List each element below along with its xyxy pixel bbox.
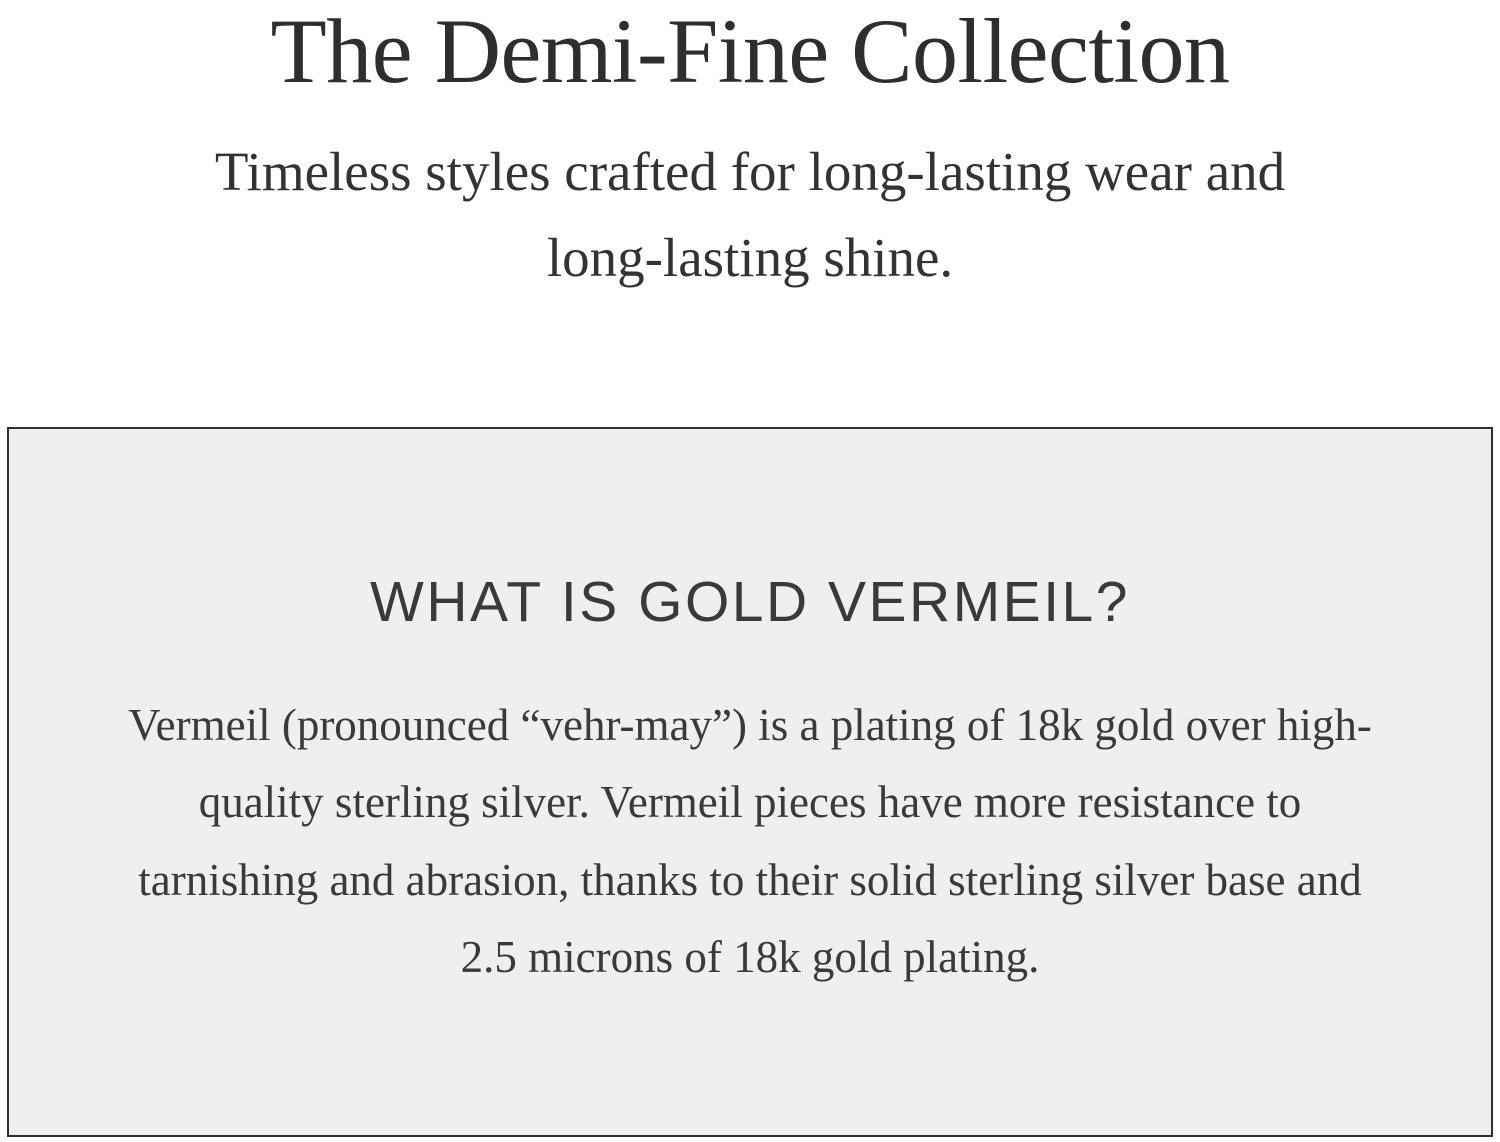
- hero-section: [0, 0, 1500, 300]
- info-card-body: Vermeil (pronounced “vehr-may”) is a plating of 18k gold over high-quality sterling silver. Vermeil pieces have more resistance to tarnishing and abrasion, thanks to their solid sterling silver base and 2.5 microns of 18k gold plating.: [128, 700, 1372, 983]
- info-card-heading: WHAT IS GOLD VERMEIL?: [370, 570, 1130, 634]
- page-title: The Demi-Fine Collection: [270, 0, 1230, 102]
- hero-subtitle: Timeless styles crafted for long-lasting wear and long-lasting shine.: [214, 141, 1286, 288]
- info-card: [7, 427, 1493, 1137]
